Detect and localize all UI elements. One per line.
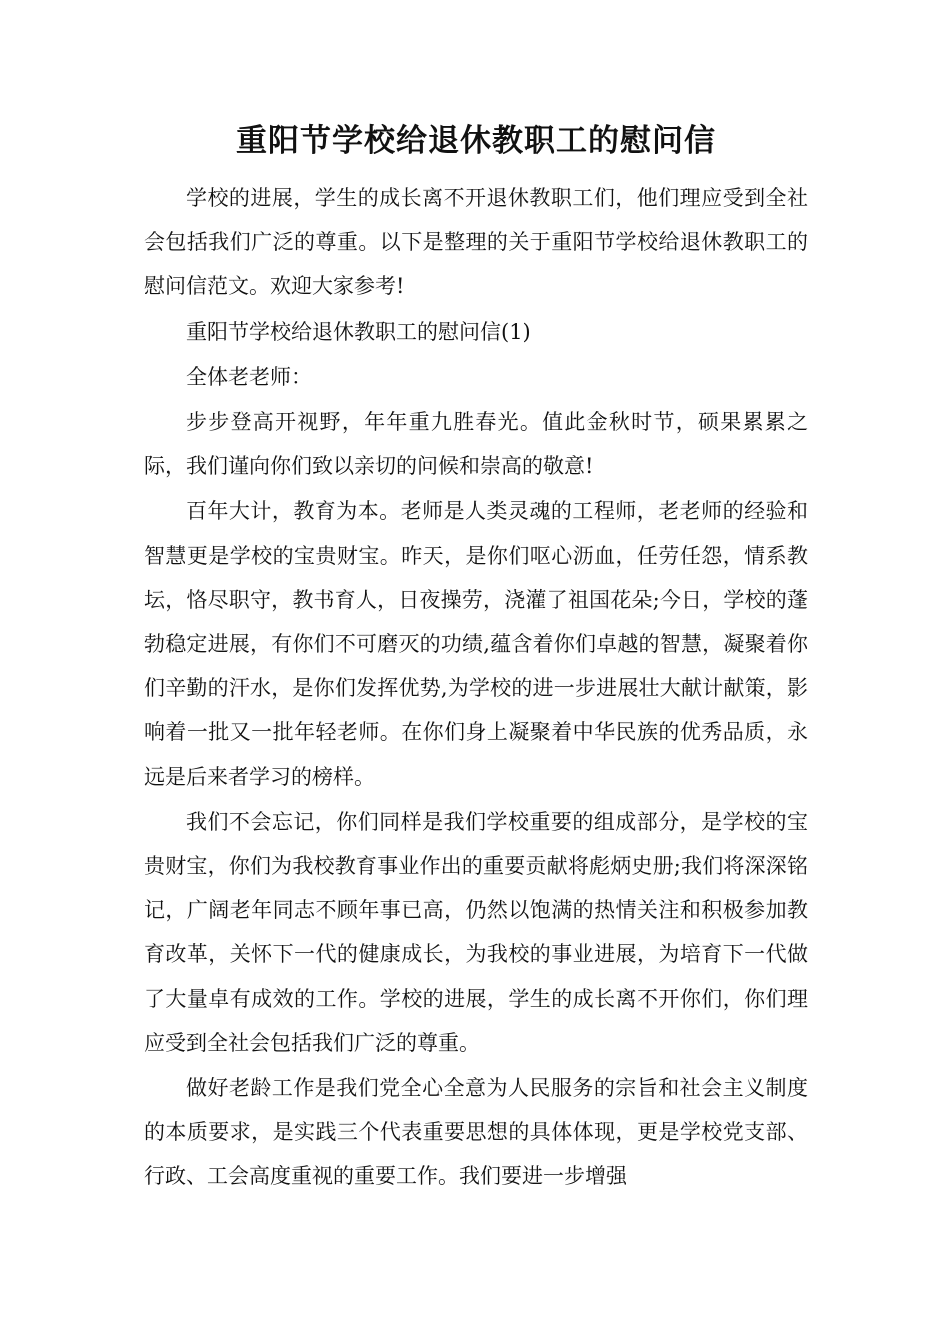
- body-paragraph-2: 百年大计，教育为本。老师是人类灵魂的工程师，老老师的经验和智慧更是学校的宝贵财宝。昨天，是你们呕心沥血，任劳任怨，情系教坛，恪尽职守，教书育人，日夜操劳，浇灌了祖国花朵;今日，学校的蓬勃稳定进展，有你们不可磨灭的功绩,蕴含着你们卓越的智慧，凝聚着你们辛勤的汗水，是你们发挥优势,为学校的进一步进展壮大献计献策，影响着一批又一批年轻老师。在你们身上凝聚着中华民族的优秀品质，永远是后来者学习的榜样。: [144, 499, 808, 789]
- letter-heading: 重阳节学校给退休教职工的慰问信(1): [186, 319, 531, 344]
- body-paragraph-3: 我们不会忘记，你们同样是我们学校重要的组成部分，是学校的宝贵财宝，你们为我校教育事业作出的重要贡献将彪炳史册;我们将深深铭记，广阔老年同志不顾年事已高，仍然以饱满的热情关注和积极参加教育改革，关怀下一代的健康成长，为我校的事业进展，为培育下一代做了大量卓有成效的工作。学校的进展，学生的成长离不开你们，你们理应受到全社会包括我们广泛的尊重。: [144, 809, 808, 1055]
- intro-paragraph: 学校的进展，学生的成长离不开退休教职工们，他们理应受到全社会包括我们广泛的尊重。以下是整理的关于重阳节学校给退休教职工的慰问信范文。欢迎大家参考!: [144, 186, 808, 299]
- document-title: 重阳节学校给退休教职工的慰问信: [236, 123, 716, 159]
- salutation: 全体老老师：: [186, 364, 312, 389]
- body-paragraph-4: 做好老龄工作是我们党全心全意为人民服务的宗旨和社会主义制度的本质要求，是实践三个代表重要思想的具体体现，更是学校党支部、行政、工会高度重视的重要工作。我们要进一步增强: [144, 1076, 808, 1189]
- document-page: [144, 118, 808, 1200]
- body-paragraph-1: 步步登高开视野，年年重九胜春光。值此金秋时节，硕果累累之际，我们谨向你们致以亲切的问候和崇高的敬意!: [144, 410, 808, 479]
